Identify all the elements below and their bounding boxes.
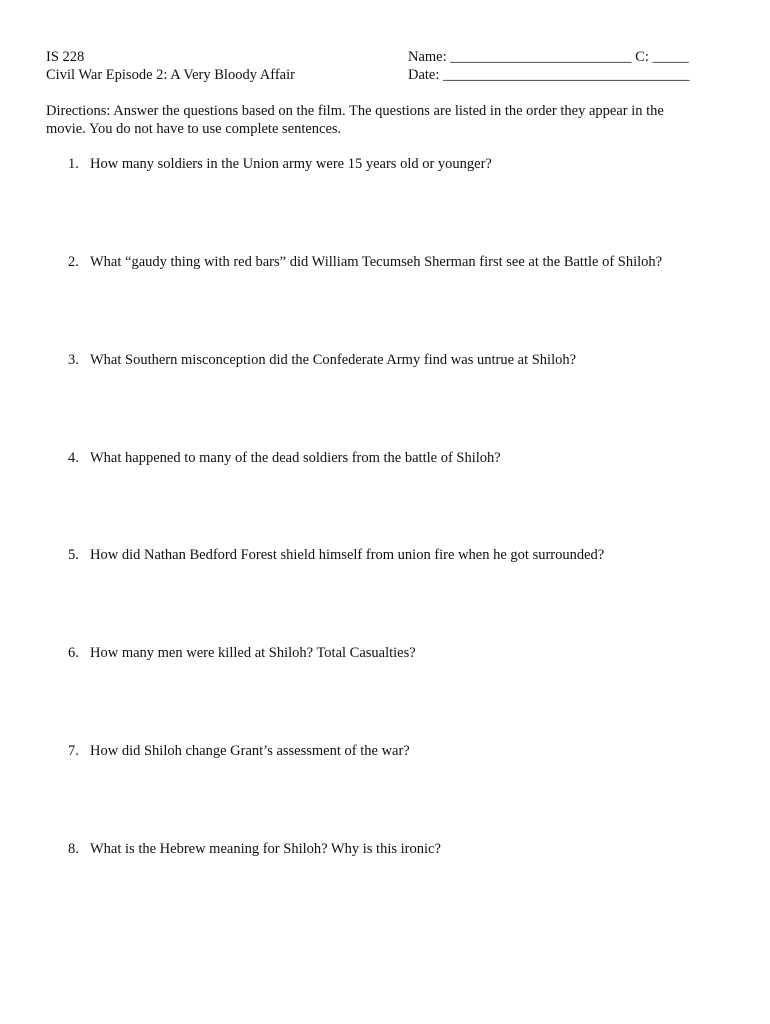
question-text: What is the Hebrew meaning for Shiloh? Why is this ironic?	[90, 841, 441, 857]
episode-title: Civil War Episode 2: A Very Bloody Affair	[46, 67, 295, 83]
question-item	[68, 351, 576, 369]
question-item	[68, 546, 604, 564]
question-number: 2.	[68, 254, 79, 270]
question-text: How did Nathan Bedford Forest shield himself from union fire when he got surrounded?	[90, 547, 605, 563]
question-text: How did Shiloh change Grant’s assessment of the war?	[90, 743, 410, 759]
question-item	[68, 742, 410, 760]
question-text: What Southern misconception did the Confederate Army find was untrue at Shiloh?	[90, 352, 577, 368]
question-item	[68, 253, 662, 271]
question-number: 8.	[68, 841, 79, 857]
question-item	[68, 644, 416, 662]
question-text: What happened to many of the dead soldiers from the battle of Shiloh?	[90, 450, 501, 466]
course-code: IS 228	[46, 49, 85, 65]
date-field-line: Date: __________________________________	[408, 67, 690, 83]
question-number: 6.	[68, 645, 79, 661]
directions-text: Directions: Answer the questions based on the film. The questions are listed in the order they appear in the movie. You do not have to use complete sentences.	[46, 103, 664, 137]
question-text: How many men were killed at Shiloh? Total Casualties?	[90, 645, 416, 661]
question-item	[68, 155, 492, 173]
question-number: 3.	[68, 352, 79, 368]
question-item	[68, 449, 501, 467]
question-text: What “gaudy thing with red bars” did William Tecumseh Sherman first see at the Battle of Shiloh?	[90, 254, 663, 270]
question-text: How many soldiers in the Union army were 15 years old or younger?	[90, 156, 492, 172]
question-number: 4.	[68, 450, 79, 466]
question-number: 1.	[68, 156, 79, 172]
question-item	[68, 840, 441, 858]
question-number: 5.	[68, 547, 79, 563]
name-field-line: Name: _________________________ C: _____	[408, 49, 689, 65]
question-number: 7.	[68, 743, 79, 759]
